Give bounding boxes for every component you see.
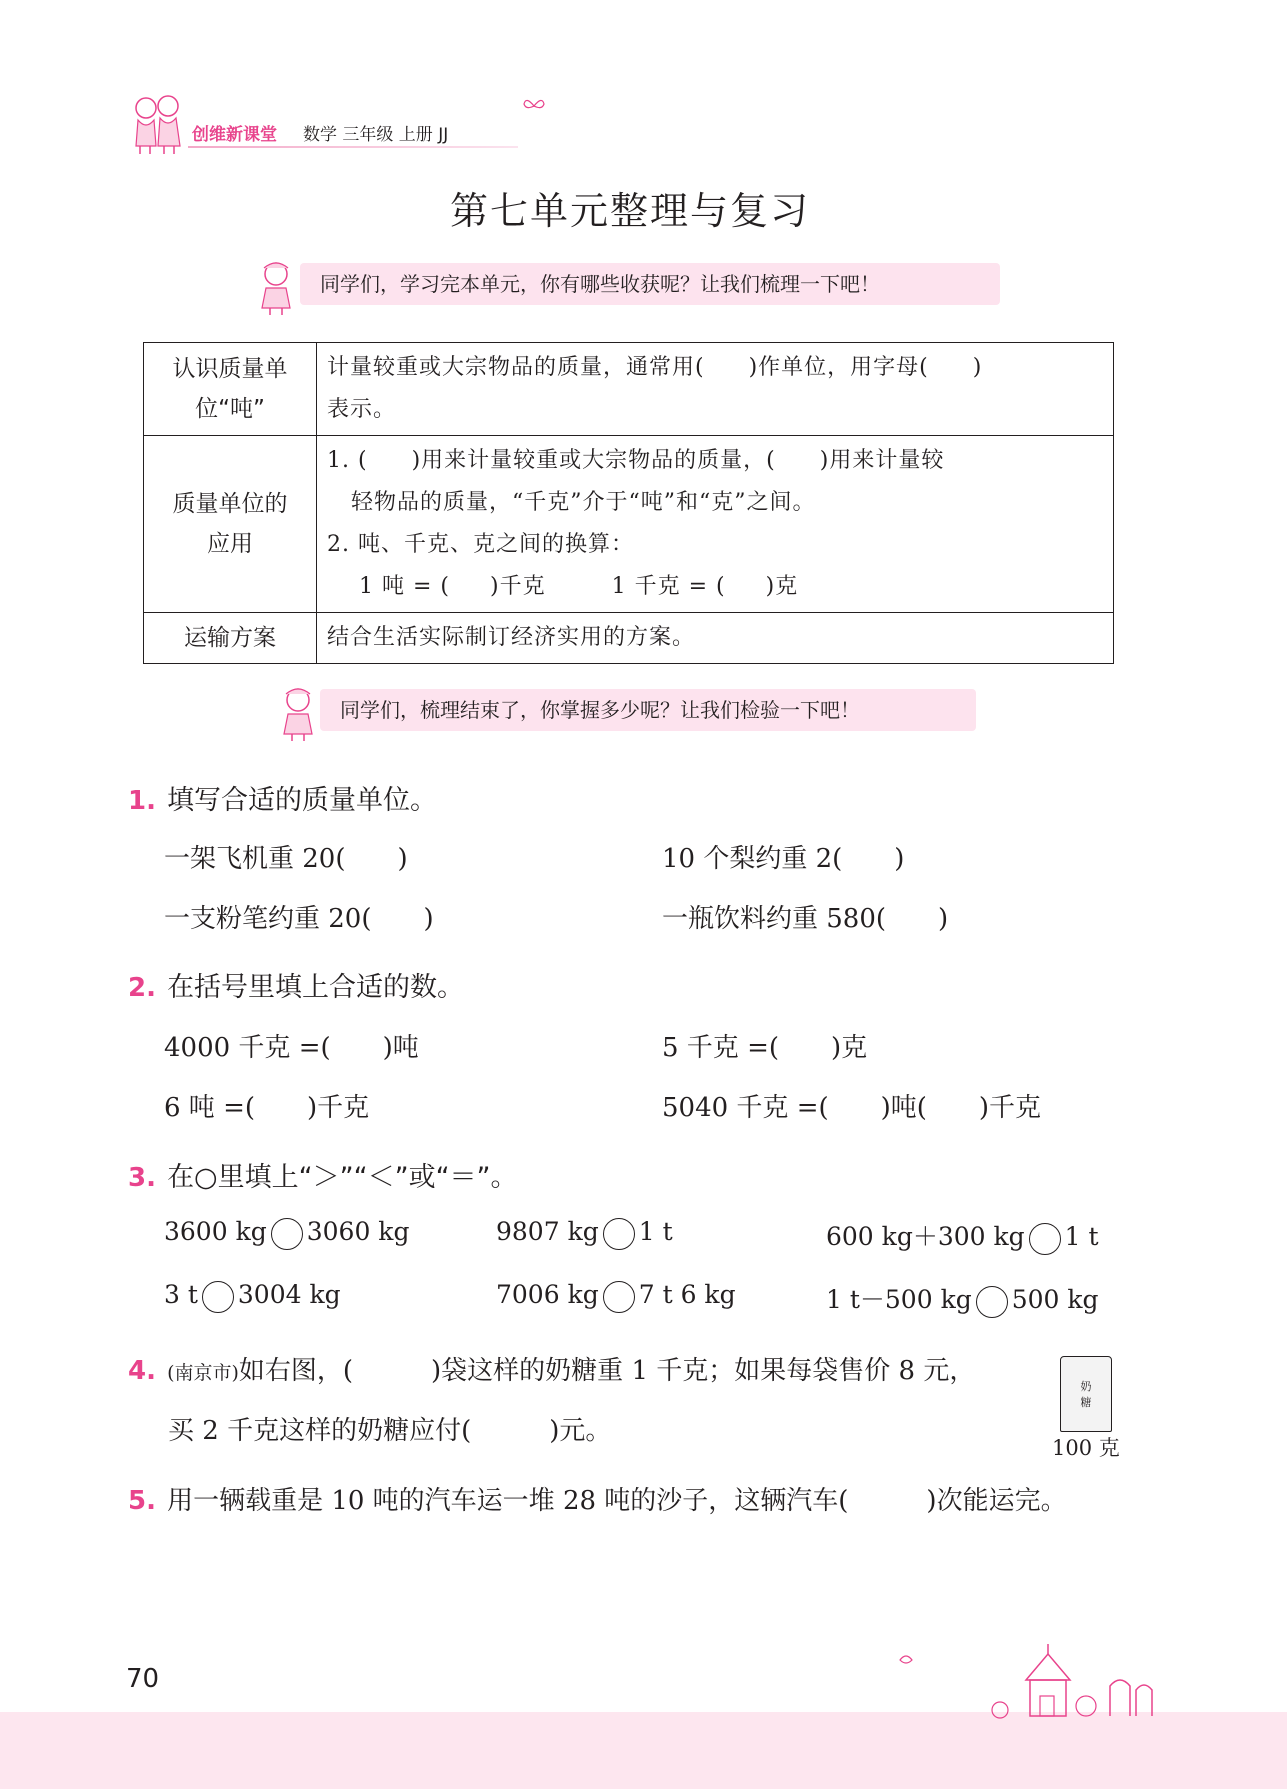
answer-circle[interactable] bbox=[603, 1281, 635, 1313]
review-table bbox=[143, 342, 1114, 664]
text-segment: 1. ( bbox=[327, 448, 368, 473]
text-segment: )用来计量较 bbox=[819, 448, 945, 473]
left-value: 3 t bbox=[164, 1280, 198, 1309]
table-row bbox=[144, 436, 1114, 613]
comparison-item bbox=[826, 1217, 1099, 1255]
left-value: 1 t－500 kg bbox=[826, 1285, 972, 1314]
intro-prompt: 同学们，学习完本单元，你有哪些收获呢？让我们梳理一下吧！ bbox=[300, 263, 1000, 305]
comparison-item bbox=[496, 1280, 736, 1313]
topic-line: 认识质量单 bbox=[172, 356, 288, 382]
question-5 bbox=[128, 1480, 1067, 1517]
q2-item: 5040 千克 =( )吨( )千克 bbox=[662, 1093, 1042, 1123]
question-number: 5. bbox=[128, 1486, 156, 1516]
row-content: 结合生活实际制订经济实用的方案。 bbox=[317, 613, 1114, 664]
right-value: 3060 kg bbox=[306, 1217, 410, 1246]
topic-line: 位“吨” bbox=[195, 396, 265, 422]
q2-item: 5 千克 =( )克 bbox=[662, 1033, 868, 1063]
right-value: 1 t bbox=[1064, 1222, 1099, 1251]
comparison-item bbox=[164, 1280, 341, 1313]
question-text: 用一辆载重是 10 吨的汽车运一堆 28 吨的沙子，这辆汽车( )次能运完。 bbox=[167, 1486, 1067, 1516]
question-4 bbox=[128, 1350, 1048, 1387]
comparison-item bbox=[826, 1280, 1099, 1318]
book-info: 数学 三年级 上册 JJ bbox=[303, 125, 449, 145]
text-segment: )作单位，用字母( bbox=[748, 355, 929, 380]
q1-item: 一架飞机重 20( ) bbox=[164, 844, 408, 874]
text-line: 轻物品的质量，“千克”介于“吨”和“克”之间。 bbox=[351, 490, 816, 515]
question-line: 如右图，( )袋这样的奶糖重 1 千克；如果每袋售价 8 元， bbox=[238, 1356, 976, 1386]
right-value: 500 kg bbox=[1011, 1285, 1099, 1314]
question-text: 在○里填上“＞”“＜”或“＝”。 bbox=[167, 1162, 518, 1193]
comparison-item bbox=[164, 1217, 409, 1250]
left-value: 9807 kg bbox=[496, 1217, 599, 1246]
q2-item: 6 吨 =( )千克 bbox=[164, 1093, 370, 1123]
text-line: 表示。 bbox=[327, 397, 397, 422]
q1-item: 一支粉笔约重 20( ) bbox=[164, 904, 434, 934]
text-segment: 1 吨 = ( bbox=[359, 574, 450, 599]
answer-circle[interactable] bbox=[1029, 1223, 1061, 1255]
q1-item: 一瓶饮料约重 580( ) bbox=[662, 904, 949, 934]
kids-illustration-icon bbox=[128, 90, 186, 156]
question-number: 4. bbox=[128, 1356, 156, 1386]
right-value: 1 t bbox=[638, 1217, 673, 1246]
answer-circle[interactable] bbox=[271, 1218, 303, 1250]
row-topic bbox=[144, 436, 317, 613]
bag-label: 奶 bbox=[1080, 1380, 1092, 1393]
text-segment: )克 bbox=[765, 574, 799, 599]
text-segment: 1 千克 = ( bbox=[611, 574, 726, 599]
castle-decoration-icon bbox=[880, 1640, 1180, 1720]
butterfly-icon bbox=[522, 96, 546, 116]
topic-line: 应用 bbox=[207, 531, 253, 557]
text-line: 2. 吨、千克、克之间的换算： bbox=[327, 532, 634, 557]
text-segment: ) bbox=[972, 355, 983, 380]
question-number: 1. bbox=[128, 786, 156, 816]
bag-weight-label: 100 克 bbox=[1052, 1436, 1120, 1460]
question-3-heading bbox=[128, 1155, 518, 1194]
page-title: 第七单元整理与复习 bbox=[449, 189, 810, 233]
table-row bbox=[144, 613, 1114, 664]
row-topic bbox=[144, 613, 317, 664]
q1-item: 10 个梨约重 2( ) bbox=[662, 844, 905, 874]
answer-circle[interactable] bbox=[976, 1286, 1008, 1318]
left-value: 7006 kg bbox=[496, 1280, 599, 1309]
text-segment: 计量较重或大宗物品的质量，通常用( bbox=[327, 355, 705, 380]
answer-circle[interactable] bbox=[202, 1281, 234, 1313]
mascot-icon bbox=[276, 684, 322, 742]
footer-band bbox=[0, 1712, 1287, 1789]
topic-line: 运输方案 bbox=[184, 625, 276, 651]
comparison-item bbox=[496, 1217, 673, 1250]
question-source: (南京市) bbox=[167, 1362, 239, 1384]
question-2-heading bbox=[128, 965, 464, 1004]
left-value: 600 kg＋300 kg bbox=[826, 1222, 1025, 1251]
candy-bag-icon bbox=[1060, 1356, 1112, 1432]
left-value: 3600 kg bbox=[164, 1217, 267, 1246]
table-row bbox=[144, 343, 1114, 436]
right-value: 3004 kg bbox=[237, 1280, 341, 1309]
question-line: 买 2 千克这样的奶糖应付( )元。 bbox=[168, 1416, 612, 1446]
q2-item: 4000 千克 =( )吨 bbox=[164, 1033, 419, 1063]
row-content bbox=[317, 436, 1114, 613]
question-text: 填写合适的质量单位。 bbox=[167, 785, 438, 816]
text-segment: )用来计量较重或大宗物品的质量，( bbox=[411, 448, 776, 473]
question-number: 2. bbox=[128, 973, 156, 1003]
header-divider bbox=[188, 146, 518, 148]
page-number: 70 bbox=[126, 1664, 160, 1694]
mascot-icon bbox=[254, 258, 300, 316]
check-prompt: 同学们，梳理结束了，你掌握多少呢？让我们检验一下吧！ bbox=[320, 689, 976, 731]
answer-circle[interactable] bbox=[603, 1218, 635, 1250]
right-value: 7 t 6 kg bbox=[638, 1280, 736, 1309]
brand-name: 创维新课堂 bbox=[192, 125, 277, 145]
row-topic bbox=[144, 343, 317, 436]
topic-line: 质量单位的 bbox=[172, 491, 288, 517]
question-number: 3. bbox=[128, 1163, 156, 1193]
question-1-heading bbox=[128, 778, 437, 817]
row-content bbox=[317, 343, 1114, 436]
book-header bbox=[128, 88, 528, 158]
text-segment: )千克 bbox=[490, 574, 546, 599]
question-text: 在括号里填上合适的数。 bbox=[167, 972, 465, 1003]
bag-label: 糖 bbox=[1080, 1396, 1092, 1409]
